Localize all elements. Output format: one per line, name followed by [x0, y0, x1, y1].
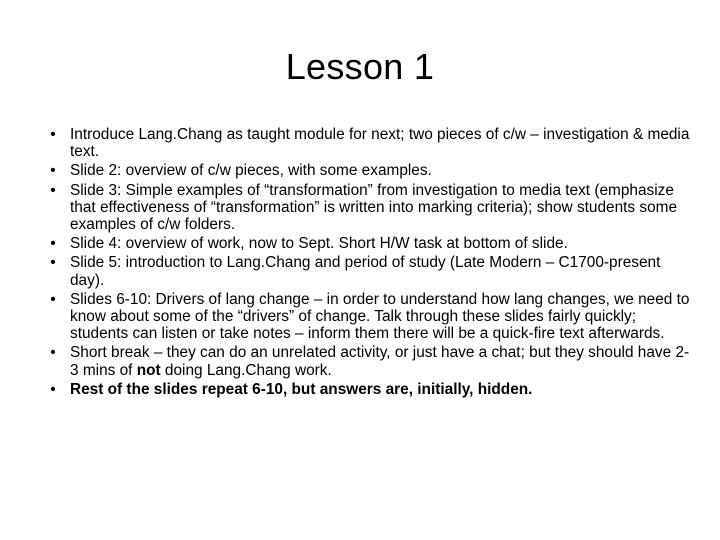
bullet-text: Slide 5: introduction to Lang.Chang and period of study (Late Modern – C1700-present day).: [70, 254, 661, 289]
bullet-item: [46, 254, 696, 288]
bullet-marker-icon: •: [50, 181, 56, 199]
bullet-text-after: doing Lang.Chang work.: [160, 361, 332, 379]
bullet-list: [46, 126, 696, 400]
bullet-item: [46, 344, 696, 378]
bullet-item: [46, 162, 696, 179]
slide-title: Lesson 1: [285, 46, 435, 87]
bullet-text: Slide 4: overview of work, now to Sept. Short H/W task at bottom of slide.: [70, 235, 568, 253]
bullet-item: [46, 126, 696, 160]
bullet-marker-icon: •: [50, 254, 56, 272]
bullet-marker-icon: •: [50, 162, 56, 180]
bullet-item: [46, 182, 696, 234]
bullet-marker-icon: •: [50, 126, 56, 143]
bullet-text: Introduce Lang.Chang as taught module for next; two pieces of c/w – investigation & media text.: [70, 126, 690, 161]
bullet-item: [46, 235, 696, 252]
bullet-item-bold: [46, 381, 696, 398]
bullet-text: Slide 3: Simple examples of “transformation” from investigation to media text (emphasize that effectiveness of “transformation” is written into marking criteria); show students some examples of c/w folders.: [70, 181, 678, 234]
bullet-item: [46, 291, 696, 343]
bullet-text: Slides 6-10: Drivers of lang change – in order to understand how lang changes, we need to know about some of the “drivers” of change. Talk through these slides fairly quickly; students can listen or take notes – inform them there will be a quick-fire text afterwards.: [70, 290, 690, 343]
bullet-marker-icon: •: [50, 290, 56, 308]
bullet-marker-icon: •: [50, 344, 56, 362]
bullet-text: Rest of the slides repeat 6-10, but answers are, initially, hidden.: [70, 380, 533, 398]
bullet-marker-icon: •: [50, 235, 56, 253]
bullet-text-emphasis: not: [136, 361, 161, 379]
bullet-text-before: Short break – they can do an unrelated activity, or just have a chat; but they should have 2-3 mins of: [70, 344, 690, 379]
bullet-text: Slide 2: overview of c/w pieces, with some examples.: [70, 162, 432, 180]
bullet-marker-icon: •: [50, 380, 56, 398]
